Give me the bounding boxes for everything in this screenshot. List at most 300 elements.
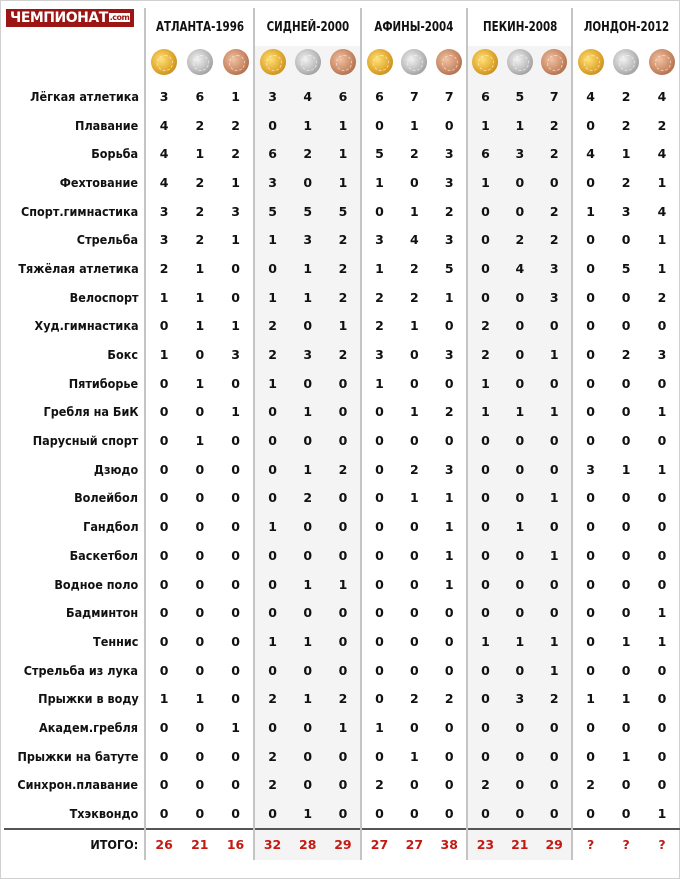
medal-count-cell: 0 xyxy=(572,225,608,254)
medal-count-cell: 0 xyxy=(254,111,290,140)
medal-count-cell: 0 xyxy=(572,340,608,369)
medal-count-cell: 0 xyxy=(195,662,205,678)
medal-count-cell: 29 xyxy=(537,829,572,860)
medal-count-cell: 0 xyxy=(145,426,181,455)
medal-count-cell: 1 xyxy=(537,656,572,685)
medal-count-cell: 0 xyxy=(621,576,631,592)
medal-count-cell: 0 xyxy=(145,398,181,427)
medal-count-cell: 1 xyxy=(467,168,502,197)
medal-count-cell: 3 xyxy=(444,232,454,248)
sport-label: Тхэквондо xyxy=(69,806,139,822)
medal-count-cell: 3 xyxy=(145,82,181,111)
gold-medal-cell xyxy=(145,46,181,82)
medal-count-cell: 2 xyxy=(621,174,631,190)
medal-count-cell: 1 xyxy=(467,369,502,398)
medal-count-cell: 3 xyxy=(231,203,240,219)
medal-count-cell: 0 xyxy=(467,799,502,829)
medal-count-cell: 1 xyxy=(361,369,396,398)
logo-suffix: .com xyxy=(109,13,130,22)
sport-label: Пятиборье xyxy=(69,375,139,391)
medal-count-cell: 2 xyxy=(410,260,419,276)
medal-count-cell: 3 xyxy=(444,461,454,477)
medal-count-cell: 0 xyxy=(657,490,667,506)
medal-count-cell: 1 xyxy=(290,684,326,713)
medal-count-cell: 0 xyxy=(326,799,362,829)
medal-count-cell: 2 xyxy=(621,117,631,133)
medal-count-cell: 0 xyxy=(254,570,290,599)
medal-count-cell: 23 xyxy=(467,829,502,860)
medal-count-cell: 0 xyxy=(410,777,419,793)
medal-icons-row xyxy=(4,46,680,82)
medal-count-cell: 0 xyxy=(290,742,326,771)
medal-count-cell: 1 xyxy=(410,490,419,506)
medal-count-cell: 0 xyxy=(231,433,240,449)
sport-label: Лёгкая атлетика xyxy=(29,88,139,104)
medal-count-cell: 1 xyxy=(502,398,537,427)
medal-count-cell: 0 xyxy=(326,742,362,771)
sport-label: Бокс xyxy=(107,347,139,363)
medal-count-cell: 0 xyxy=(502,598,537,627)
medal-count-cell: 1 xyxy=(195,318,205,334)
gold-medal-cell xyxy=(572,46,608,82)
medal-count-cell: 1 xyxy=(195,433,205,449)
medal-count-cell: 1 xyxy=(537,627,572,656)
medal-count-cell: 0 xyxy=(145,713,181,742)
medal-count-cell: 2 xyxy=(254,742,290,771)
medal-count-cell: 0 xyxy=(145,541,181,570)
medal-count-cell: 0 xyxy=(326,426,362,455)
sport-name xyxy=(4,684,145,713)
medal-count-cell: 2 xyxy=(254,771,290,800)
medal-count-cell: 27 xyxy=(397,829,432,860)
medal-count-cell: 1 xyxy=(290,254,326,283)
medal-count-cell: 2 xyxy=(290,484,326,513)
medal-count-cell: 1 xyxy=(410,748,419,764)
medal-count-cell: 1 xyxy=(537,541,572,570)
medal-count-cell: 4 xyxy=(145,139,181,168)
medal-count-cell: 0 xyxy=(621,719,631,735)
medal-count-cell: 0 xyxy=(361,598,396,627)
medal-count-cell: 0 xyxy=(410,433,419,449)
medal-count-cell: 0 xyxy=(657,719,667,735)
medal-count-cell: 1 xyxy=(326,312,362,341)
sport-label: Баскетбол xyxy=(69,547,139,563)
medal-count-cell: 2 xyxy=(444,404,454,420)
medal-count-cell: 2 xyxy=(326,225,362,254)
medal-count-cell: 1 xyxy=(290,570,326,599)
medal-count-cell: 1 xyxy=(231,174,240,190)
medal-count-cell: 0 xyxy=(502,168,537,197)
medal-count-cell: 1 xyxy=(361,713,396,742)
medal-count-cell: 1 xyxy=(657,404,667,420)
medal-count-cell: 0 xyxy=(572,799,608,829)
medal-count-cell: 1 xyxy=(410,117,419,133)
table-row xyxy=(4,713,680,742)
logo-text: ЧЕМПИОНАТ xyxy=(10,10,108,26)
medal-count-cell: 3 xyxy=(290,225,326,254)
medal-count-cell: 0 xyxy=(621,289,631,305)
medal-count-cell: 0 xyxy=(621,547,631,563)
medal-count-cell: 0 xyxy=(290,598,326,627)
medal-count-cell: 0 xyxy=(467,742,502,771)
medal-count-cell: 0 xyxy=(290,713,326,742)
medal-count-cell: 2 xyxy=(467,312,502,341)
medal-count-cell: 0 xyxy=(145,656,181,685)
medal-count-cell: 1 xyxy=(290,111,326,140)
medal-count-cell: 0 xyxy=(621,232,631,248)
medal-count-cell: 0 xyxy=(572,111,608,140)
medal-count-cell: 1 xyxy=(254,627,290,656)
sport-name xyxy=(4,283,145,312)
medal-count-cell: 3 xyxy=(444,146,454,162)
bronze-medal-icon xyxy=(223,49,249,75)
medal-count-cell: 0 xyxy=(657,662,667,678)
medal-count-cell: 1 xyxy=(621,691,631,707)
medal-count-cell: 2 xyxy=(326,455,362,484)
sport-label: Стрельба xyxy=(77,232,139,248)
medal-count-cell: 0 xyxy=(467,656,502,685)
medal-count-cell: 0 xyxy=(231,375,240,391)
medal-count-cell: 0 xyxy=(195,633,205,649)
bronze-medal-icon xyxy=(649,49,675,75)
medal-count-cell: 0 xyxy=(621,519,631,535)
medal-count-cell: 2 xyxy=(290,139,326,168)
medal-count-cell: 7 xyxy=(444,88,454,104)
medal-count-cell: 1 xyxy=(326,139,362,168)
medal-count-cell: 0 xyxy=(361,570,396,599)
medal-count-cell: 0 xyxy=(195,547,205,563)
medal-count-cell: ? xyxy=(608,829,644,860)
medal-count-cell: 1 xyxy=(537,484,572,513)
medal-count-cell: 4 xyxy=(145,168,181,197)
medal-count-cell: 0 xyxy=(502,197,537,226)
medal-count-cell: 0 xyxy=(572,656,608,685)
medal-count-cell: 0 xyxy=(361,484,396,513)
medal-count-cell: 0 xyxy=(145,742,181,771)
medal-count-cell: 0 xyxy=(621,318,631,334)
medal-count-cell: 1 xyxy=(467,627,502,656)
medals-table xyxy=(4,8,680,860)
medal-count-cell: 32 xyxy=(254,829,290,860)
medal-count-cell: 1 xyxy=(444,576,454,592)
sport-name xyxy=(4,82,145,111)
medal-count-cell: 6 xyxy=(361,82,396,111)
sport-name xyxy=(4,225,145,254)
silver-medal-icon xyxy=(613,49,639,75)
medal-count-cell: 0 xyxy=(410,576,419,592)
bronze-medal-icon xyxy=(330,49,356,75)
medal-count-cell: 2 xyxy=(657,117,667,133)
sport-label: Спорт.гимнастика xyxy=(21,203,139,219)
olympics-header-athens: АФИНЫ-2004 xyxy=(361,8,467,46)
medal-count-cell: 0 xyxy=(537,598,572,627)
medal-count-cell: 2 xyxy=(444,203,454,219)
sport-name xyxy=(4,771,145,800)
medal-count-cell: 0 xyxy=(290,656,326,685)
medal-count-cell: 0 xyxy=(444,433,454,449)
medal-count-cell: 3 xyxy=(537,254,572,283)
medal-count-cell: 2 xyxy=(254,340,290,369)
medal-count-cell: 0 xyxy=(502,541,537,570)
medals-table-body xyxy=(4,82,680,860)
medal-count-cell: 0 xyxy=(231,490,240,506)
medal-count-cell: 1 xyxy=(657,633,667,649)
medal-count-cell: 0 xyxy=(621,806,631,822)
medal-count-cell: 5 xyxy=(621,260,631,276)
medal-count-cell: 0 xyxy=(290,369,326,398)
medal-count-cell: 2 xyxy=(195,117,205,133)
medal-count-cell: 1 xyxy=(326,713,362,742)
medal-count-cell: 6 xyxy=(195,88,205,104)
medal-count-cell: 2 xyxy=(621,347,631,363)
medal-count-cell: 0 xyxy=(231,547,240,563)
medal-count-cell: 0 xyxy=(657,691,667,707)
olympics-header-beijing: ПЕКИН-2008 xyxy=(467,8,572,46)
sport-name xyxy=(4,197,145,226)
medal-count-cell: 3 xyxy=(657,347,667,363)
medal-count-cell: 0 xyxy=(657,318,667,334)
medal-count-cell: 3 xyxy=(444,174,454,190)
medal-count-cell: 1 xyxy=(657,174,667,190)
table-row xyxy=(4,283,680,312)
gold-medal-cell xyxy=(254,46,290,82)
silver-medal-cell xyxy=(502,46,537,82)
medal-count-cell: 0 xyxy=(572,742,608,771)
medal-count-cell: 1 xyxy=(361,168,396,197)
medal-count-cell: 0 xyxy=(326,369,362,398)
medal-count-cell: 1 xyxy=(254,225,290,254)
total-row xyxy=(4,829,680,860)
medal-count-cell: 0 xyxy=(195,347,205,363)
medal-count-cell: 0 xyxy=(410,347,419,363)
gold-medal-icon xyxy=(151,49,177,75)
medal-count-cell: 2 xyxy=(502,225,537,254)
medal-count-cell: 0 xyxy=(572,484,608,513)
medal-count-cell: 3 xyxy=(621,203,631,219)
medal-count-cell: 0 xyxy=(410,719,419,735)
sport-name xyxy=(4,398,145,427)
medal-count-cell: 0 xyxy=(444,318,454,334)
silver-medal-cell xyxy=(182,46,218,82)
medal-count-cell: 1 xyxy=(231,88,240,104)
medal-count-cell: 2 xyxy=(410,691,419,707)
medal-count-cell: 1 xyxy=(254,512,290,541)
medal-count-cell: 1 xyxy=(410,404,419,420)
medal-count-cell: 3 xyxy=(572,455,608,484)
medal-count-cell: 0 xyxy=(145,455,181,484)
medal-count-cell: 0 xyxy=(621,404,631,420)
sport-label: Худ.гимнастика xyxy=(34,318,139,334)
medal-count-cell: 1 xyxy=(326,570,362,599)
medal-count-cell: 2 xyxy=(254,684,290,713)
medal-count-cell: 5 xyxy=(502,82,537,111)
sport-name xyxy=(4,627,145,656)
medal-count-cell: 0 xyxy=(444,777,454,793)
sport-name xyxy=(4,254,145,283)
sport-name xyxy=(4,312,145,341)
medal-count-cell: 0 xyxy=(467,512,502,541)
medal-count-cell: 0 xyxy=(537,713,572,742)
medal-count-cell: 0 xyxy=(621,490,631,506)
medal-count-cell: 3 xyxy=(361,225,396,254)
medal-count-cell: 1 xyxy=(231,404,240,420)
medal-count-cell: 0 xyxy=(195,490,205,506)
medal-count-cell: 4 xyxy=(290,82,326,111)
medal-count-cell: 1 xyxy=(444,519,454,535)
medal-count-cell: 2 xyxy=(254,312,290,341)
medal-count-cell: 0 xyxy=(502,369,537,398)
medal-count-cell: 0 xyxy=(290,312,326,341)
medal-count-cell: 7 xyxy=(537,82,572,111)
medal-count-cell: 0 xyxy=(145,799,181,829)
medal-count-cell: 0 xyxy=(231,260,240,276)
medal-count-cell: 3 xyxy=(361,340,396,369)
medal-count-cell: 2 xyxy=(231,117,240,133)
medal-count-cell: 0 xyxy=(145,570,181,599)
medal-count-cell: 1 xyxy=(467,111,502,140)
sport-label: Прыжки в воду xyxy=(37,691,139,707)
medal-count-cell: 0 xyxy=(444,633,454,649)
table-row xyxy=(4,82,680,111)
medal-count-cell: 1 xyxy=(145,283,181,312)
medal-count-cell: 1 xyxy=(444,490,454,506)
medal-count-cell: 0 xyxy=(290,771,326,800)
medal-count-cell: 0 xyxy=(290,541,326,570)
medal-count-cell: 0 xyxy=(572,512,608,541)
medal-count-cell: 0 xyxy=(572,627,608,656)
table-row xyxy=(4,254,680,283)
medal-count-cell: 0 xyxy=(410,519,419,535)
sport-name xyxy=(4,656,145,685)
medal-count-cell: 27 xyxy=(361,829,396,860)
medal-count-cell: 0 xyxy=(254,254,290,283)
medal-count-cell: 0 xyxy=(326,541,362,570)
medal-count-cell: 0 xyxy=(444,748,454,764)
medal-count-cell: 0 xyxy=(572,168,608,197)
medal-count-cell: 0 xyxy=(572,369,608,398)
medal-count-cell: 3 xyxy=(254,82,290,111)
medal-count-cell: 4 xyxy=(145,111,181,140)
medal-count-cell: 2 xyxy=(326,254,362,283)
medal-count-cell: 0 xyxy=(502,340,537,369)
table-row xyxy=(4,598,680,627)
medal-count-cell: 2 xyxy=(145,254,181,283)
medal-count-cell: 1 xyxy=(657,260,667,276)
medal-count-cell: 0 xyxy=(254,541,290,570)
medal-count-cell: 2 xyxy=(231,146,240,162)
medal-count-cell: 0 xyxy=(231,777,240,793)
medal-count-cell: 26 xyxy=(145,829,181,860)
medal-count-cell: 1 xyxy=(290,799,326,829)
medal-count-cell: 0 xyxy=(572,254,608,283)
medal-count-cell: 1 xyxy=(657,461,667,477)
medal-count-cell: 2 xyxy=(467,340,502,369)
medal-count-cell: 1 xyxy=(195,260,205,276)
table-row xyxy=(4,771,680,800)
medal-count-cell: 0 xyxy=(231,806,240,822)
medal-count-cell: 5 xyxy=(254,197,290,226)
medal-count-cell: 2 xyxy=(537,225,572,254)
medal-count-cell: 3 xyxy=(502,684,537,713)
medal-count-cell: 1 xyxy=(444,289,454,305)
medal-count-cell: 6 xyxy=(254,139,290,168)
medal-count-cell: 0 xyxy=(572,283,608,312)
medal-count-cell: 4 xyxy=(657,88,667,104)
sport-label: Гребля на БиК xyxy=(43,404,139,420)
gold-medal-icon xyxy=(260,49,286,75)
medal-count-cell: 0 xyxy=(361,455,396,484)
medal-count-cell: 0 xyxy=(502,312,537,341)
medal-count-cell: 0 xyxy=(410,174,419,190)
medal-count-cell: 0 xyxy=(145,484,181,513)
medal-count-cell: 1 xyxy=(290,398,326,427)
medal-count-cell: 0 xyxy=(195,519,205,535)
sport-label: Дзюдо xyxy=(94,461,139,477)
medal-count-cell: 0 xyxy=(361,197,396,226)
medal-count-cell: 5 xyxy=(290,197,326,226)
medal-count-cell: 0 xyxy=(361,426,396,455)
silver-medal-cell xyxy=(397,46,432,82)
medal-count-cell: 6 xyxy=(467,139,502,168)
sport-label: Водное поло xyxy=(54,576,139,592)
medal-count-cell: 0 xyxy=(145,627,181,656)
medal-count-cell: 1 xyxy=(467,398,502,427)
medal-count-cell: 0 xyxy=(361,512,396,541)
medal-count-cell: 1 xyxy=(502,512,537,541)
medal-count-cell: 0 xyxy=(444,806,454,822)
medal-count-cell: 0 xyxy=(502,283,537,312)
bronze-medal-cell xyxy=(326,46,362,82)
table-row xyxy=(4,455,680,484)
table-row xyxy=(4,656,680,685)
sport-label: Академ.гребля xyxy=(39,719,139,735)
medal-count-cell: 0 xyxy=(621,605,631,621)
medal-count-cell: 0 xyxy=(444,605,454,621)
medal-count-cell: 0 xyxy=(231,662,240,678)
medal-count-cell: 0 xyxy=(467,541,502,570)
medal-count-cell: 1 xyxy=(195,289,205,305)
medal-count-cell: 21 xyxy=(182,829,218,860)
medal-count-cell: 0 xyxy=(467,598,502,627)
medal-count-cell: 0 xyxy=(361,541,396,570)
medal-count-cell: 0 xyxy=(467,455,502,484)
sport-label: Теннис xyxy=(93,633,139,649)
medal-count-cell: 4 xyxy=(572,82,608,111)
medal-count-cell: 0 xyxy=(254,656,290,685)
medal-count-cell: 0 xyxy=(444,117,454,133)
medal-count-cell: 0 xyxy=(572,541,608,570)
medal-count-cell: 4 xyxy=(410,232,419,248)
medal-count-cell: 0 xyxy=(195,461,205,477)
medal-count-cell: 0 xyxy=(326,484,362,513)
medal-count-cell: 0 xyxy=(621,662,631,678)
medal-count-cell: 0 xyxy=(537,312,572,341)
medal-count-cell: 0 xyxy=(537,570,572,599)
medal-count-cell: 3 xyxy=(537,283,572,312)
sport-label: ИТОГО: xyxy=(90,837,139,853)
medal-count-cell: 0 xyxy=(290,512,326,541)
medal-count-cell: 0 xyxy=(467,426,502,455)
medal-count-cell: 0 xyxy=(290,168,326,197)
medal-count-cell: 4 xyxy=(657,203,667,219)
table-row xyxy=(4,398,680,427)
table-row xyxy=(4,684,680,713)
table-row xyxy=(4,541,680,570)
medal-count-cell: 2 xyxy=(361,283,396,312)
medal-count-cell: 0 xyxy=(467,225,502,254)
medal-count-cell: 0 xyxy=(326,598,362,627)
sport-name xyxy=(4,168,145,197)
